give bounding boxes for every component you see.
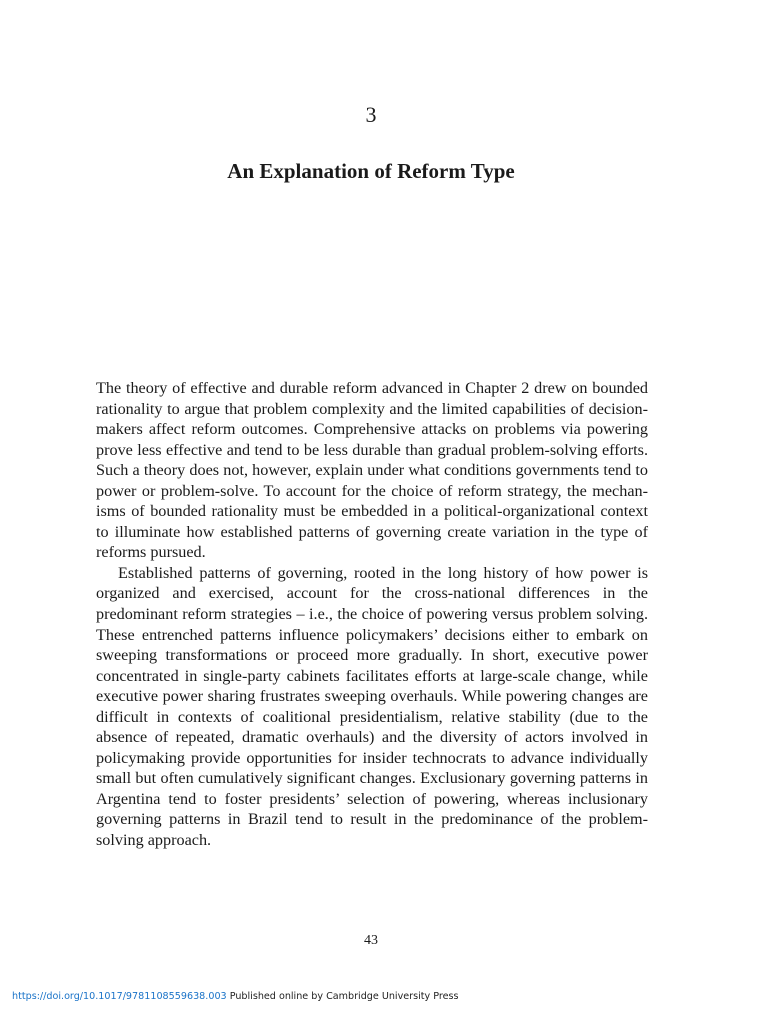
doi-link[interactable]: https://doi.org/10.1017/9781108559638.003 [12,991,227,1002]
chapter-title: An Explanation of Reform Type [227,159,515,183]
paragraph: The theory of effective and durable reform advanced in Chapter 2 drew on bounded rationality to argue that problem complexity and the limited capabilities of decision-makers affect reform outcomes. Comprehensive attacks on problems via powering prove less effective and tend to be less durable than gradual problem-solving efforts. Such a theory does not, however, explain under what conditions governments tend to power or problem-solve. To account for the choice of reform strategy, the mechanisms of bounded rationality must be embedded in a political-organizational context to illuminate how established patterns of governing create variation in the type of reforms pursued. [96,379,648,562]
page-number: 43 [364,933,378,948]
footer-citation [12,991,459,1003]
paragraph: Established patterns of governing, rooted in the long history of how power is organized and exercised, account for the cross-national differences in the predominant reform strategies – i.e., the choice of powering versus problem solving. These entrenched patterns influence policymakers’ decisions either to embark on sweeping transformations or proceed more gradually. In short, executive power concentrated in single-party cabinets facilitates efforts at large-scale change, while executive power sharing frustrates sweeping overhauls. While powering changes are difficult in contexts of coalitional presidentialism, relative stability (due to the absence of repeated, dramatic overhauls) and the diversity of actors involved in policymaking provide opportunities for insider technocrats to advance individually small but often cumulatively significant changes. Exclusionary governing patterns in Argentina tend to foster presidents’ selection of powering, whereas inclusionary governing patterns in Brazil tend to result in the predominance of the problem-solving approach. [96,563,648,850]
body-text [96,378,648,851]
published-online-text: Published online by Cambridge University Press [226,991,459,1002]
chapter-number: 3 [365,102,377,127]
